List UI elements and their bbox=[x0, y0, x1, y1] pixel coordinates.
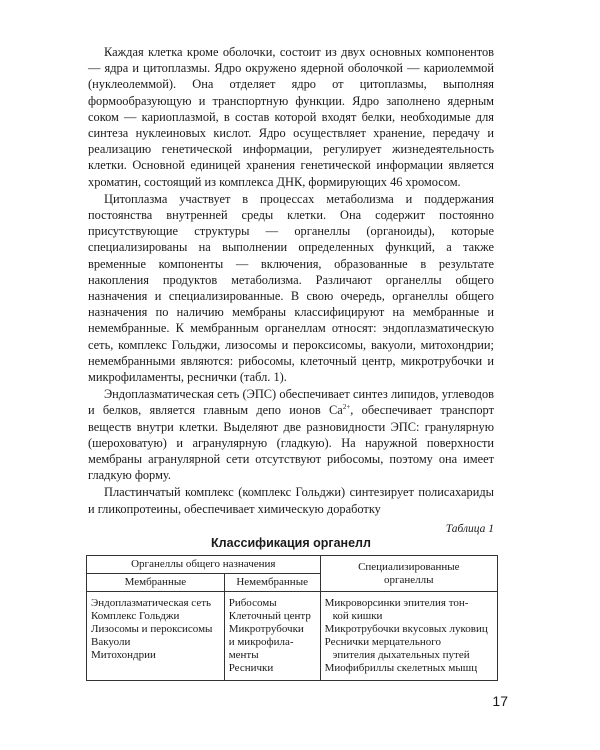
list-item: Рибосомы bbox=[228, 597, 277, 609]
list-item: Реснички bbox=[228, 662, 274, 674]
header-specialized: Специализированные органеллы bbox=[320, 556, 497, 592]
list-item: и микрофила- bbox=[228, 636, 294, 648]
ion-charge-superscript: 2+ bbox=[342, 403, 351, 412]
specialized-organelles-cell bbox=[320, 592, 497, 681]
header-general-purpose: Органеллы общего назначения bbox=[87, 556, 321, 574]
list-item: Комплекс Гольджи bbox=[91, 610, 180, 622]
paragraph-eps-part2: , обеспечивает транспорт веществ внутри клетки. Выделяют две разновидности ЭПС: гранулярную (шероховатую) и агранулярную (гладкую). На наружной поверхности мембраны агранулярной сети отсутствуют рибосомы, поэтому она имеет гладкую форму. bbox=[88, 403, 494, 483]
body-text bbox=[88, 44, 494, 517]
paragraph-nucleus: Каждая клетка кроме оболочки, состоит из двух основных компонентов — ядра и цитоплазмы. Ядро окружено ядерной оболочкой — кариолеммой (нуклеолеммой). Она отделяет ядро от цитоплазмы, выполняя формообразующую и транспортную функции. Ядро заполнено ядерным соком — кариоплазмой, в состав которой входят белки, необходимые для синтеза нуклеиновых кислот. Ядро осуществляет хранение, передачу и реализацию генетической информации, регулирует жизнедеятельность клетки. Основной единицей хранения генетической информации является хроматин, состоящий из комплекса ДНК, формирующих 46 хромосом. bbox=[88, 45, 494, 189]
paragraph-eps bbox=[88, 386, 494, 483]
list-item: Лизосомы и пероксисомы bbox=[91, 623, 213, 635]
list-item: Микротрубочки вкусовых луковиц bbox=[324, 623, 488, 635]
list-item: Миофибриллы скелетных мышц bbox=[324, 662, 478, 674]
organelle-table bbox=[86, 555, 498, 681]
header-membrane: Мембранные bbox=[87, 574, 225, 592]
list-item: Реснички мерцательного bbox=[324, 636, 442, 648]
list-item: Микротрубочки bbox=[228, 623, 304, 635]
membrane-organelles-cell bbox=[87, 592, 225, 681]
table-header-row bbox=[87, 556, 498, 574]
list-item: Эндоплазматическая сеть bbox=[91, 597, 212, 609]
table-title: Классификация органелл bbox=[211, 536, 371, 550]
list-item: Митохондрии bbox=[91, 649, 156, 661]
paragraph-eps-part1: Эндоплазматическая сеть (ЭПС) обеспечивает синтез липидов, углеводов и белков, является главным депо ионов Ca bbox=[88, 387, 494, 418]
header-nonmembrane: Немембранные bbox=[224, 574, 320, 592]
list-item: эпителия дыхательных путей bbox=[332, 649, 470, 661]
paragraph-cytoplasm: Цитоплазма участвует в процессах метаболизма и поддержания постоянства внутренней среды клетки. Она содержит постоянно присутствующие структуры — органеллы (органоиды), которые специализированы на выполнении определенных функций, а также временные компоненты — включения, образованные в результате накопления продуктов метаболизма. Различают органеллы общего назначения и специализированные. В свою очередь, органеллы общего назначения по наличию мембраны классифицируют на мембранные и немембранные. К мембранным органеллам относят: эндоплазматическую сеть, комплекс Гольджи, лизосомы и пероксисомы, вакуоли, митохондрии; немембранными являются: рибосомы, клеточный центр, микротрубочки и микрофиламенты, реснички (табл. 1). bbox=[88, 191, 494, 385]
nonmembrane-organelles-cell bbox=[224, 592, 320, 681]
list-item: менты bbox=[228, 649, 259, 661]
list-item: кой кишки bbox=[332, 610, 383, 622]
paragraph-golgi: Пластинчатый комплекс (комплекс Гольджи) синтезирует полисахариды и гликопротеины, обеспечивает химическую доработку bbox=[88, 485, 494, 516]
list-item: Микроворсинки эпителия тон- bbox=[324, 597, 469, 609]
table-row bbox=[87, 592, 498, 681]
list-item: Вакуоли bbox=[91, 636, 131, 648]
table-caption: Таблица 1 bbox=[445, 523, 494, 535]
page-number: 17 bbox=[492, 693, 508, 709]
list-item: Клеточный центр bbox=[228, 610, 311, 622]
